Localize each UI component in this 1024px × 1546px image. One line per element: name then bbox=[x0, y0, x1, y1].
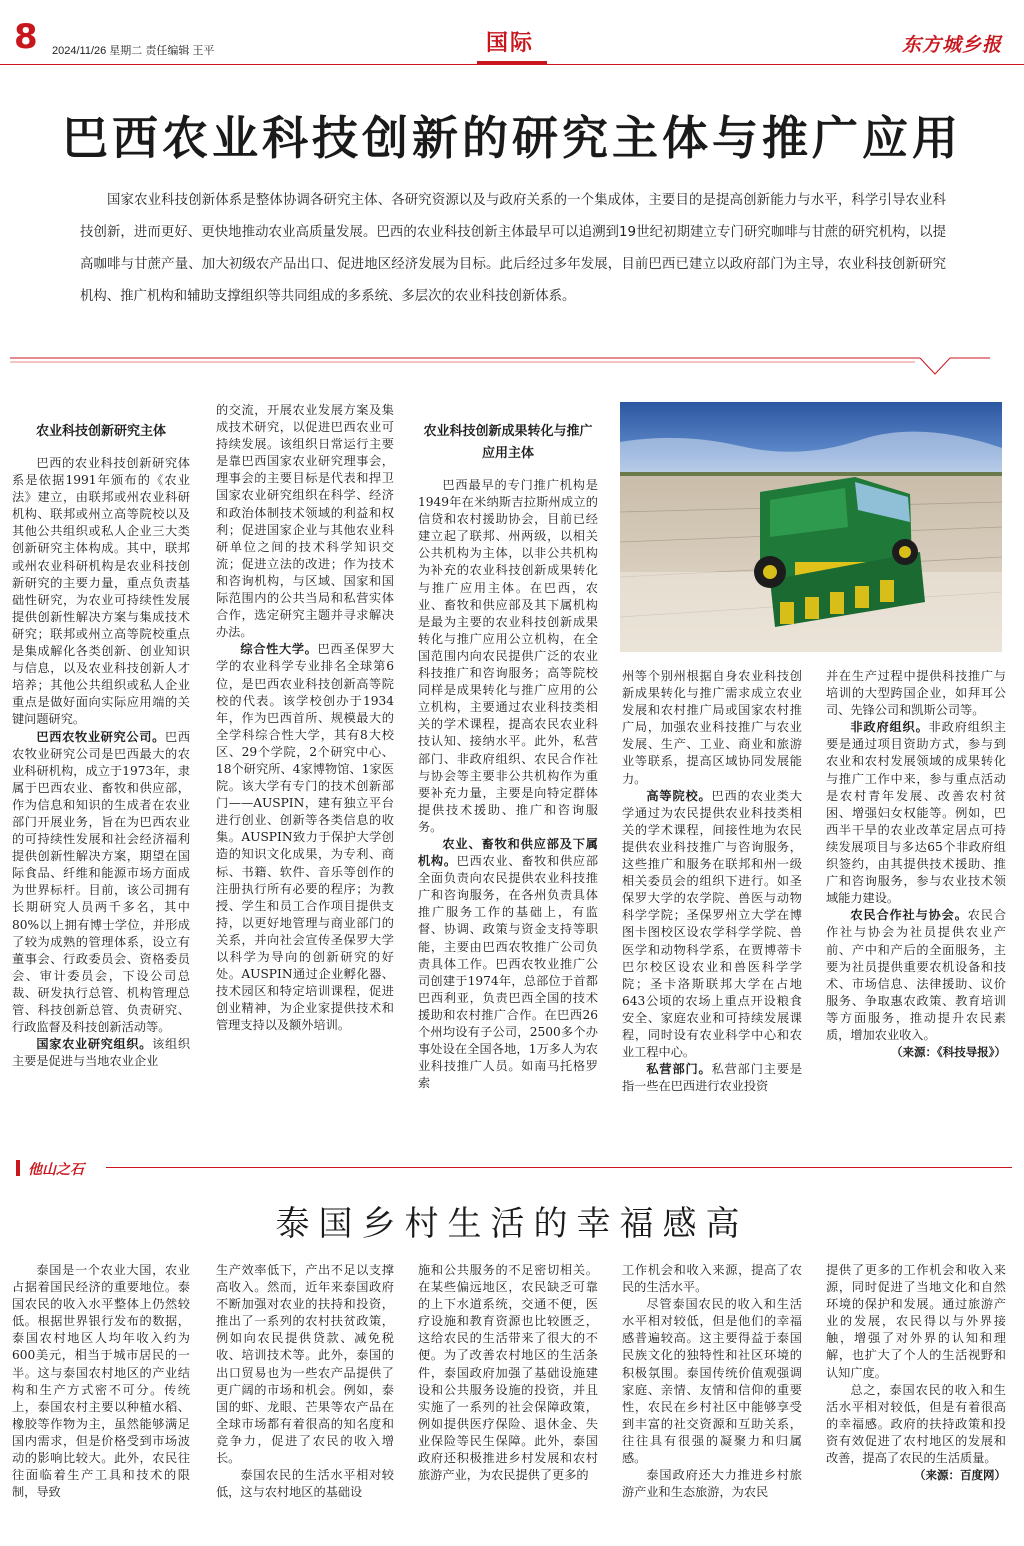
section-tag: 他山之石 bbox=[28, 1162, 84, 1178]
article1-column-4 bbox=[622, 668, 802, 1144]
paragraph: 尽管泰国农民的收入和生活水平相对较低，但是他们的幸福感普遍较高。这主要得益于泰国民族文化的独特性和社区环境的积极氛围。泰国传统价值观强调家庭、亲情、友情和信仰的重要性，农民在乡村社区中能够享受到丰富的社交资源和互助关系，往往具有很强的凝聚力和归属感。 bbox=[622, 1297, 802, 1466]
paragraph: 农民合作社与协会。农民合作社与协会为社员提供农业产前、产中和产后的全面服务，主要为社员提供重要农机设备和技术、市场信息、法律援助、议价服务、争取惠农政策、教育培训等方面服务，推动提升农民素质，增加农业收入。 bbox=[826, 908, 1007, 1042]
paragraph-lead: 高等院校。 bbox=[646, 788, 712, 803]
paragraph: 国家农业研究组织。该组织主要是促进与当地农业企业 bbox=[12, 1037, 191, 1069]
paragraph-lead: 综合性大学。 bbox=[240, 642, 318, 657]
paragraph: 私营部门。私营部门主要是指一些在巴西进行农业投资 bbox=[622, 1062, 803, 1094]
article1-column-1 bbox=[12, 415, 190, 1145]
paragraph: 并在生产过程中提供科技推广与培训的大型跨国企业，如拜耳公司、先锋公司和凯斯公司等。 bbox=[826, 669, 1006, 718]
section-name: 国际 bbox=[485, 30, 534, 56]
section-heading: 农业科技创新成果转化与推广应用主体 bbox=[423, 424, 593, 461]
paragraph: 的交流，开展农业发展方案及集成技术研究，以促进巴西农业可持续发展。该组织日常运行主要是靠巴西国家农业研究理事会，理事会的主要目标是代表和捍卫国家农业研究组织在科学、经济和政治体制技术领域的利益和权利；促进国家企业与其他农业科研单位之间的技术科学知识交流；促进立法的改进；作为技术和咨询机构，与区域、国家和国际范围内的公共当局和私营实体合作，选定研究主题并寻求解决办法。 bbox=[216, 403, 394, 640]
section-separator bbox=[8, 1160, 1012, 1176]
paragraph: 泰国是一个农业大国，农业占据着国民经济的重要地位。泰国农民的收入水平整体上仍然较低。根据世界银行发布的数据，泰国农村地区人均年收入约为600美元，相当于城市居民的一半。这与泰国农村地区的产业结构和生产方式密不可分。传统上，泰国农村主要以种植水稻、橡胶等作物为主，虽然能够满足国内需求，但是价格受到市场波动的影响比较大。此外，农民往往面临着生产工具和技术的限制，导致 bbox=[12, 1263, 190, 1500]
paragraph: 提供了更多的工作机会和收入来源，同时促进了当地文化和自然环境的保护和发展。通过旅游产业的发展，农民得以与外界接触，增强了对外界的认知和理解，也扩大了个人的生活视野和认知广度。 bbox=[826, 1263, 1006, 1380]
article2-column-4 bbox=[622, 1262, 802, 1500]
page-header bbox=[0, 0, 1024, 66]
separator-line bbox=[106, 1167, 1012, 1168]
article2-column-2 bbox=[216, 1262, 394, 1500]
paragraph-lead: 农业、畜牧和供应部及下属机构。 bbox=[418, 836, 598, 869]
page-number: 8 bbox=[14, 17, 38, 57]
paragraph: 生产效率低下，产出不足以支撑高收入。然而，近年来泰国政府不断加强对农业的扶持和投资，推出了一系列的农村扶贫政策，例如向农民提供贷款、减免税收、培训技术等。此外，泰国的出口贸易也为一些农产品提供了更广阔的市场和机会。例如，泰国的虾、龙眼、芒果等农产品在全球市场都有着很高的知名度和竞争力，促进了农民的收入增长。 bbox=[216, 1263, 394, 1466]
source-credit: （来源：百度网） bbox=[914, 1468, 1006, 1483]
paragraph: 州等个别州根据自身农业科技创新成果转化与推广需求成立农业发展和农村推广局或国家农村推广局，加强农业科技推广与农业发展、生产、工业、商业和旅游业等联系，提高区域协同发展能力。 bbox=[622, 669, 802, 786]
paragraph-lead: 非政府组织。 bbox=[850, 720, 929, 735]
article1-column-2 bbox=[216, 402, 394, 1142]
paragraph-lead: 农民合作社与协会。 bbox=[850, 908, 968, 923]
harvester bbox=[754, 477, 925, 627]
article2-column-3 bbox=[418, 1262, 598, 1490]
issue-info: 2024/11/26 星期二 责任编辑 王平 bbox=[52, 45, 215, 57]
separator-bar bbox=[16, 1160, 20, 1176]
paragraph: 非政府组织。非政府组织主要是通过项目资助方式，参与到农业和农村发展领域的成果转化与推广工作中来，参与重点活动是农村青年发展、改善农村贫困、增强妇女权能等。例如，巴西半干旱的农业改革定居点可持续发展项目与多达65个非政府组织签约，由其提供技术援助、推广和咨询服务，参与农业技术领域能力建设。 bbox=[826, 720, 1007, 906]
article1-column-3 bbox=[418, 415, 598, 1145]
paragraph: 总之，泰国农民的收入和生活水平相对较低，但是有着很高的幸福感。政府的扶持政策和投资有效促进了农村地区的发展和改善，提高了农民的生活质量。 bbox=[826, 1382, 1006, 1466]
paragraph: 施和公共服务的不足密切相关。在某些偏远地区，农民缺乏可靠的上下水道系统，交通不便，医疗设施和教育资源也比较匮乏，这给农民的生活带来了很大的不便。为了改善农村地区的生活条件，泰国政府加强了基础设施建设和公共服务设施的投资，并且实施了一系列的社会保障政策，例如提供医疗保险、退休金、失业保险等民生保障。此外，泰国政府还积极推进乡村发展和农村旅游产业，为农民提供了更多的 bbox=[418, 1263, 598, 1483]
paragraph-lead: 巴西农牧业研究公司。 bbox=[36, 729, 165, 744]
paragraph: 工作机会和收入来源，提高了农民的生活水平。 bbox=[622, 1263, 802, 1295]
source-credit: （来源：《科技导报》） bbox=[891, 1045, 1006, 1060]
cotton-harvester-photo bbox=[620, 402, 1002, 652]
paragraph-lead: 国家农业研究组织。 bbox=[36, 1037, 153, 1052]
paragraph: 泰国农民的生活水平相对较低，这与农村地区的基础设 bbox=[216, 1468, 394, 1500]
paragraph: 巴西农牧业研究公司。巴西农牧业研究公司是巴西最大的农业科研机构，成立于1973年，隶属于巴西农业、畜牧和供应部，作为信息和知识的生成者在农业部门开展业务，旨在为巴西农业的可持续性发展和社会经济福利提供创新性解决方案，期望在国际食品、纤维和能源市场方面成为世界标杆。目前，该公司拥有长期研究人员两千多名，其中80%以上拥有博士学位，并形成了较为成熟的管理体系，设立有董事会、行政委员会、资格委员会、审计委员会，下设公司总裁、研发执行总管、机构管理总管、科技创新总管、负责研究、行政监督及科技创新活动等。 bbox=[12, 729, 191, 1035]
newspaper-logo: 东方城乡报 bbox=[901, 34, 1002, 56]
paragraph-lead: 私营部门。 bbox=[646, 1062, 712, 1077]
article2-title: 泰国乡村生活的幸福感高 bbox=[275, 1204, 749, 1244]
section-heading: 农业科技创新研究主体 bbox=[35, 424, 166, 439]
paragraph: 农业、畜牧和供应部及下属机构。巴西农业、畜牧和供应部全面负责向农民提供农业科技推广和咨询服务，在各州负责具体推广服务工作的基础上，有监督、协调、政策与资金支持等职能，主要由巴西农牧推广公司负责具体工作。巴西农牧业推广公司创建于1974年，总部位于首都巴西利亚，负责巴西全国的技术援助和农村推广合作。在巴西26个州均设有子公司，2500多个办事处设在全国各地，1万多人为农业科技推广人员。如南马托格罗索 bbox=[418, 836, 599, 1091]
article2-column-1 bbox=[12, 1262, 190, 1500]
header-rule bbox=[0, 64, 1024, 65]
paragraph: 高等院校。巴西的农业类大学通过为农民提供农业科技类相关的学术课程，间接性地为农民提供农业科技推广与咨询服务，这些推广和服务在联邦和州一级相关委员会的组织下进行。如圣保罗大学的农学院、兽医与动物科学学院；圣保罗州立大学在博图卡图校区设农学科学学院、兽医学和动物科学系，在贾博蒂卡巴尔校区设农业和兽医科学学院；圣卡洛斯联邦大学在占地643公顷的农场上重点开设粮食安全、家庭农业和可持续发展课程，同时设有农业科学中心和农业工程中心。 bbox=[622, 788, 803, 1060]
article2-column-5 bbox=[826, 1262, 1006, 1490]
article-title: 巴西农业科技创新的研究主体与推广应用 bbox=[62, 111, 962, 165]
paragraph: 泰国政府还大力推进乡村旅游产业和生态旅游，为农民 bbox=[622, 1468, 802, 1500]
article1-column-5 bbox=[826, 668, 1006, 1144]
paragraph: 综合性大学。巴西圣保罗大学的农业科学专业排名全球第6位，是巴西农业科技创新高等院校的代表。该学校创办于1934年，作为巴西首所、规模最大的全学科综合性大学，其有8大校区、29个学院，2个研究中心、18个研究所、4家博物馆、1家医院。该大学有专门的技术创新部门——AUSPIN，建有独立平台进行创业、创新等各类信息的收集。AUSPIN致力于保护大学创造的知识文化成果，为专利、商标、书籍、软件、音乐等创作的注册执行所有必要的程序；为教授、学生和员工合作项目提供支持，以更好地管理与商业部门的关系，并向社会宣传圣保罗大学以科学为导向的创新研究的好处。AUSPIN通过企业孵化器、技术园区和特定培训课程，促进创业精神，为企业家提供技术和管理支持以及额外培训。 bbox=[216, 642, 395, 1033]
lead-divider bbox=[10, 352, 1010, 382]
paragraph: 巴西的农业科技创新研究体系是依据1991年颁布的《农业法》建立，由联邦或州农业科研机构、联邦或州立高等院校以及其他公共组织或私人企业三大类创新研究主体构成。其中，联邦或州农业科研机构是农业科技创新研究的主要力量，重点负责基础性研究，为农业可持续性发展提供创新性解决方案与集成技术研究；联邦或州立高等院校重点是集成解化各类创新、创业知识与信息，以及农业科技创新人才培养；其他公共组织或私人企业重点是做好面向实际应用端的关键问题研究。 bbox=[12, 456, 190, 727]
paragraph: 巴西最早的专门推广机构是1949年在米纳斯吉拉斯州成立的信贷和农村援助协会，目前已经建立起了联邦、州两级，以相关公共机构为主体，以非公共机构为补充的农业科技创新成果转化与推广应用主体。在巴西，农业、畜牧和供应部及其下属机构是最为主要的农业科技创新成果转化与推广应用公立机构，在全国范围内向农民提供广泛的农业科技推广和咨询服务；高等院校同样是成果转化与推广应用的公立机构，主要通过农业科技类相关的学术课程，提高农民农业科技认知、接纳水平。此外，私营部门、非政府组织、农民合作社与协会等主要非公共机构作为重要补充力量，主要是向特定群体提供技术援助、推广和咨询服务。 bbox=[418, 478, 598, 834]
article-lead: 国家农业科技创新体系是整体协调各研究主体、各研究资源以及与政府关系的一个集成体，主要目的是提高创新能力与水平，科学引导农业科技创新，进而更好、更快地推动农业高质量发展。巴西的农业科技创新主体最早可以追溯到19世纪初期建立专门研究咖啡与甘蔗的研究机构，以提高咖啡与甘蔗产量、加大初级农产品出口、促进地区经济发展为目标。此后经过多年发展，目前巴西已建立以政府部门为主导，农业科技创新研究机构、推广机构和辅助支撑组织等共同组成的多系统、多层次的农业科技创新体系。 bbox=[80, 193, 946, 304]
